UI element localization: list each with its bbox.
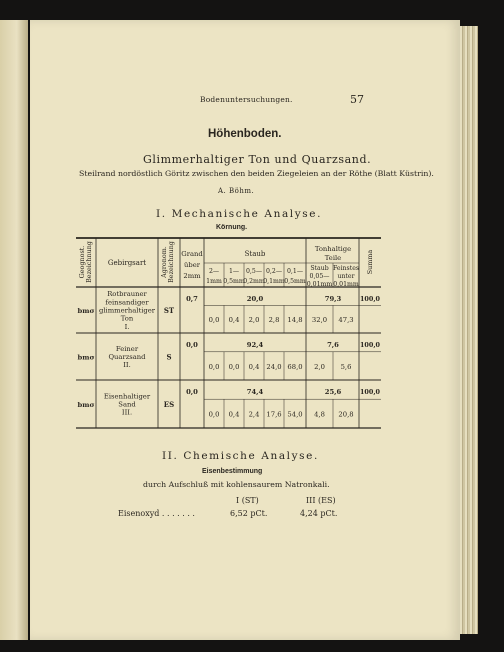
header-agronom: Bezeichnung — [167, 241, 175, 283]
cell-grand: 0,0 — [186, 388, 198, 396]
cell-staub-value: 2,0 — [248, 316, 260, 325]
cell-gebirgsart: Sand — [118, 400, 136, 409]
subtitle: Glimmerhaltiger Ton und Quarzsand. — [143, 153, 372, 166]
cell-ton-total: 79,3 — [324, 295, 342, 303]
header-staub-col: 0,2mm — [243, 278, 265, 285]
section-heading-chemical: II. Chemische Analyse. — [162, 450, 319, 462]
cell-summa: 100,0 — [359, 341, 381, 349]
cell-staub-value: 17,6 — [266, 410, 282, 419]
header-ton-col: unter — [337, 273, 355, 280]
header-staub-col: 0,5mm — [223, 278, 245, 285]
header-staub-col: 0,5— — [245, 268, 263, 275]
cell-gebirgsart: feinsandiger — [105, 298, 149, 307]
header-grand: 2mm — [183, 272, 201, 280]
section-heading-mechanical: I. Mechanische Analyse. — [156, 208, 323, 220]
header-grand: über — [184, 261, 200, 269]
cell-gebirgsart: Ton — [120, 314, 134, 323]
header-staub-col: 0,1— — [286, 268, 304, 275]
page-number: 57 — [350, 93, 364, 106]
page-title: Höhenboden. — [208, 128, 282, 140]
cell-gebirgsart: III. — [121, 408, 133, 417]
cell-grand: 0,0 — [186, 341, 198, 349]
cell-gebirgsart: Eisenhaltiger — [103, 392, 151, 401]
cell-staub-value: 14,8 — [287, 316, 303, 325]
header-staub-col: 0,5mm — [284, 278, 306, 285]
cell-agronom: ST — [163, 306, 175, 315]
cell-summa: 100,0 — [359, 388, 381, 396]
cell-agronom: ES — [163, 400, 175, 409]
cell-staub-value: 0,4 — [228, 410, 240, 419]
cell-ton-value: 2,0 — [314, 362, 325, 371]
cell-ton-total: 25,6 — [324, 388, 342, 396]
header-staub-col: 1mm — [206, 278, 222, 285]
running-head: Bodenuntersuchungen. — [200, 95, 293, 104]
header-agronom: Agronom. — [160, 246, 168, 278]
value-III: 4,24 pCt. — [300, 509, 338, 518]
column-header-III: III (ES) — [306, 496, 336, 505]
cell-summa: 100,0 — [359, 295, 381, 303]
cell-gebirgsart: Feiner — [115, 344, 139, 353]
cell-ton-value: 5,6 — [340, 362, 352, 371]
author: A. Böhm. — [218, 187, 255, 195]
header-staub: Staub — [244, 250, 266, 258]
cell-geognost: bmσ — [77, 353, 95, 362]
header-ton-col: 0,01mm — [306, 281, 333, 288]
header-tonhaltige: Teile — [324, 254, 342, 262]
cell-staub-total: 20,0 — [246, 295, 264, 303]
cell-staub-value: 2,4 — [248, 410, 260, 419]
header-gebirgsart: Gebirgsart — [107, 259, 147, 267]
header-staub-col: 1— — [228, 268, 240, 275]
cell-ton-value: 4,8 — [314, 410, 325, 419]
header-tonhaltige: Tonhaltige — [314, 245, 352, 253]
cell-gebirgsart: glimmerhaltiger — [99, 306, 155, 315]
header-ton-col: 0,05— — [309, 273, 330, 280]
header-staub-col: 0,1mm — [263, 278, 285, 285]
cell-staub-value: 68,0 — [287, 362, 303, 371]
cell-agronom: S — [166, 352, 172, 362]
header-geognost: Bezeichnung — [85, 241, 93, 283]
cell-staub-value: 0,0 — [208, 410, 220, 419]
header-ton-col: Feinstes — [332, 265, 360, 272]
header-summa: Summa — [366, 249, 374, 275]
location-text: Steilrand nordöstlich Göritz zwischen den beiden Ziegeleien an der Röthe (Blatt Küstrin). — [79, 169, 434, 178]
column-header-I: I (ST) — [236, 496, 259, 505]
header-staub-col: 0,2— — [265, 268, 283, 275]
cell-geognost: bmσ — [77, 401, 95, 409]
method-text: durch Aufschluß mit kohlensaurem Natronkali. — [143, 480, 330, 489]
row-label-eisenoxyd: Eisenoxyd . . . . . . . — [118, 509, 195, 518]
header-staub-col: 2— — [208, 268, 220, 275]
cell-ton-value: 20,8 — [338, 410, 354, 419]
section-subheading-eisen: Eisenbestimmung — [202, 468, 263, 475]
cell-gebirgsart: I. — [124, 322, 130, 331]
cell-staub-total: 92,4 — [246, 341, 264, 349]
cell-gebirgsart: Quarzsand — [108, 353, 146, 361]
cell-staub-value: 0,4 — [248, 362, 260, 371]
header-ton-col: Staub — [310, 265, 329, 272]
header-ton-col: 0,01mm — [333, 281, 359, 288]
header-geognost: Geognost. — [78, 245, 86, 279]
cell-geognost: bmσ — [77, 307, 95, 315]
header-grand: Grand — [181, 250, 203, 258]
cell-gebirgsart: II. — [123, 361, 131, 370]
cell-ton-value: 32,0 — [311, 316, 328, 325]
cell-staub-value: 54,0 — [287, 410, 303, 419]
cell-staub-value: 0,4 — [228, 316, 240, 325]
cell-staub-value: 24,0 — [266, 362, 282, 371]
cell-ton-value: 47,3 — [338, 316, 354, 325]
cell-staub-value: 0,0 — [208, 362, 220, 371]
cell-staub-value: 0,0 — [228, 362, 240, 371]
cell-gebirgsart: Rotbrauner — [107, 290, 147, 299]
cell-grand: 0,7 — [186, 295, 198, 303]
cell-staub-value: 0,0 — [208, 316, 220, 325]
cell-staub-value: 2,8 — [268, 316, 280, 325]
value-I: 6,52 pCt. — [230, 509, 268, 518]
section-subheading-koernung: Körnung. — [216, 224, 248, 231]
cell-ton-total: 7,6 — [327, 341, 339, 349]
cell-staub-total: 74,4 — [246, 388, 264, 396]
